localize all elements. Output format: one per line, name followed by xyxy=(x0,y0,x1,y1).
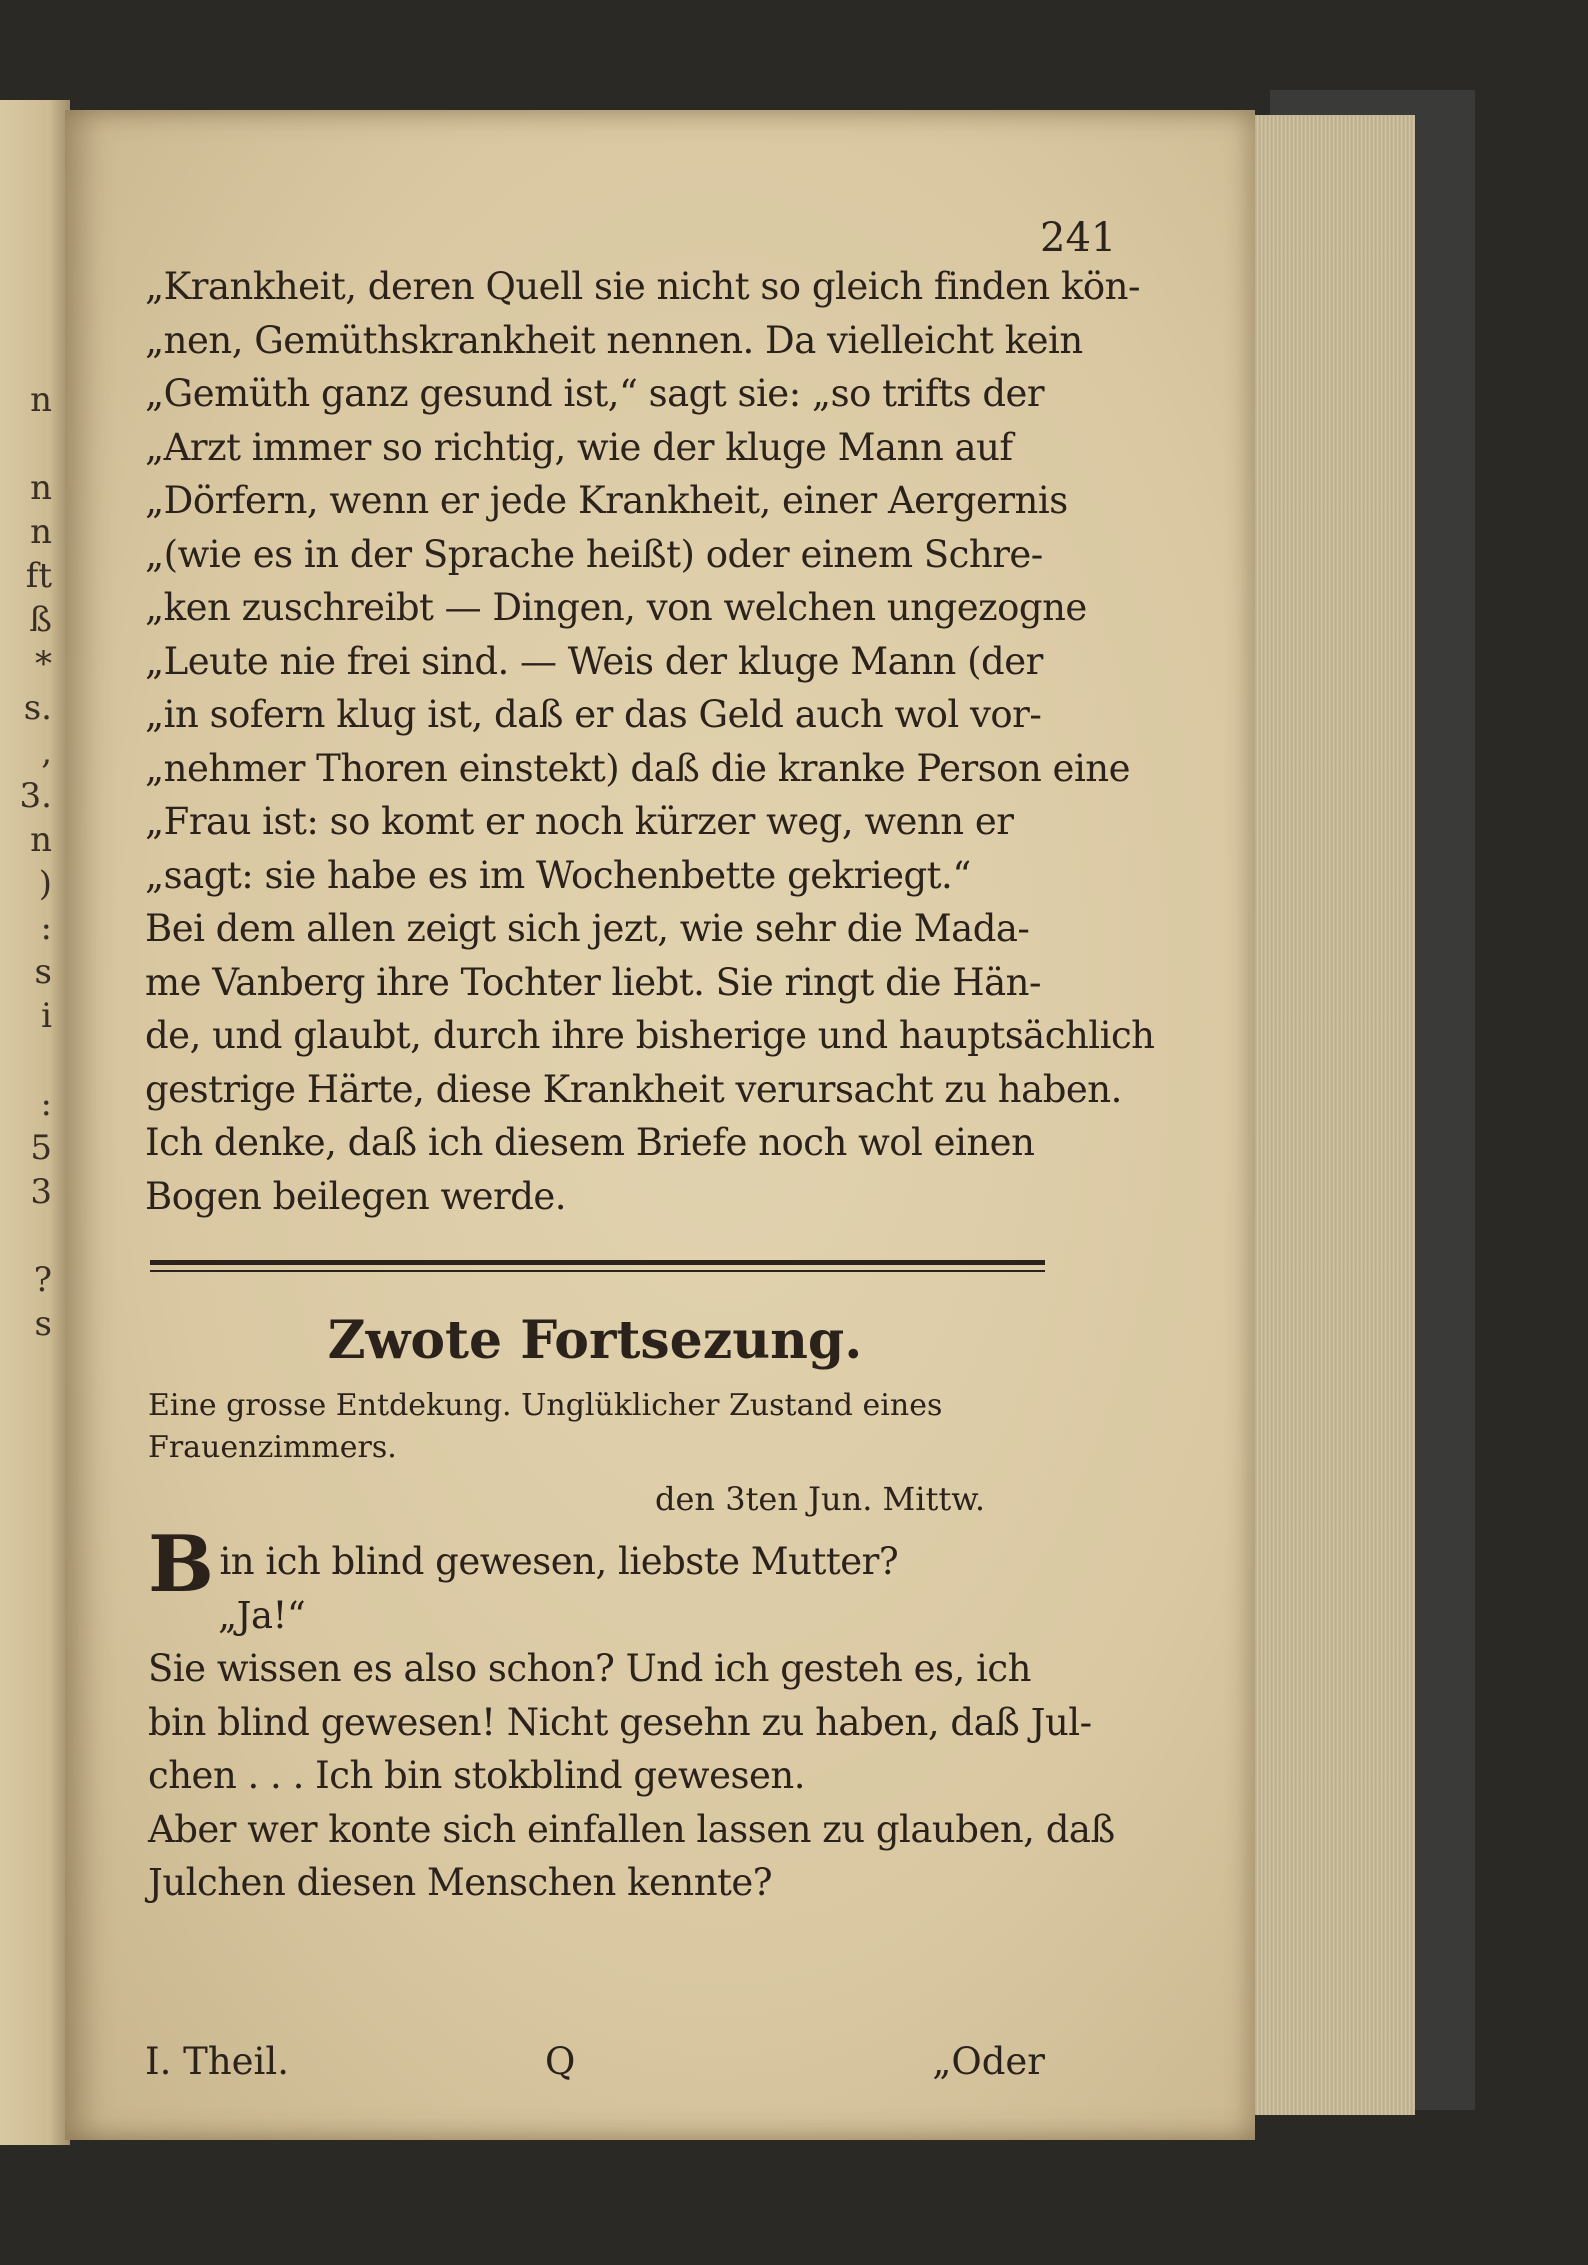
fragment xyxy=(0,1216,60,1260)
text-line: Julchen diesen Menschen kennte? xyxy=(148,1861,773,1904)
fragment: n xyxy=(30,468,52,508)
text-line: bin blind gewesen! Nicht gesehn zu haben, daß Jul- xyxy=(148,1700,1092,1744)
text-line: chen . . . Ich bin stokblind gewesen. xyxy=(148,1754,805,1797)
text-line: „ken zuschreibt — Dingen, von welchen ungezogne xyxy=(145,586,1087,629)
fragment: n xyxy=(30,512,52,552)
text-line: me Vanberg ihre Tochter liebt. Sie ringt die Hän- xyxy=(145,960,1042,1004)
divider-rule-thin xyxy=(150,1270,1045,1272)
text-line: „in sofern klug ist, daß er das Geld auch wol vor- xyxy=(145,693,1042,736)
divider-rule-thick xyxy=(150,1260,1045,1265)
summary-line: Eine grosse Entdekung. Unglüklicher Zustand eines xyxy=(148,1388,943,1423)
fragment: ) xyxy=(38,864,52,904)
text-line: Sie wissen es also schon? Und ich gesteh es, ich xyxy=(148,1647,1031,1690)
text-line: „Leute nie frei sind. — Weis der kluge Mann (der xyxy=(145,639,1043,683)
text-line: Bei dem allen zeigt sich jezt, wie sehr die Mada- xyxy=(145,907,1030,950)
fragment: s xyxy=(34,952,52,992)
fragment: ? xyxy=(33,1260,52,1300)
fragment: s. xyxy=(23,688,52,728)
text-line: „nen, Gemüthskrankheit nennen. Da vielleicht kein xyxy=(145,318,1083,362)
facing-page-fragments xyxy=(0,380,60,1348)
book-page xyxy=(65,110,1255,2140)
text-line: „sagt: sie habe es im Wochenbette gekriegt.“ xyxy=(145,853,971,897)
text-line: Bogen beilegen werde. xyxy=(145,1174,567,1218)
text-line: „Dörfern, wenn er jede Krankheit, einer Aergernis xyxy=(145,479,1068,522)
fragment xyxy=(0,1040,60,1084)
fragment: n xyxy=(30,380,52,420)
fragment xyxy=(0,424,60,468)
fragment: s xyxy=(34,1304,52,1344)
text-line: de, und glaubt, durch ihre bisherige und hauptsächlich xyxy=(145,1014,1155,1057)
fragment: ft xyxy=(25,556,52,596)
fragment: : xyxy=(40,1084,52,1124)
letter-first-line xyxy=(148,1519,1128,1610)
section-heading: Zwote Fortsezung. xyxy=(327,1310,863,1371)
dropcap: B xyxy=(148,1519,214,1610)
fragment: , xyxy=(41,732,52,772)
text-line: gestrige Härte, diese Krankheit verursacht zu haben. xyxy=(145,1067,1122,1111)
fragment: 3. xyxy=(19,776,52,816)
catchword: „Oder xyxy=(932,2040,1045,2083)
body-text xyxy=(145,260,1155,1223)
letter-dateline: den 3ten Jun. Mittw. xyxy=(655,1480,986,1518)
fragment: * xyxy=(35,644,52,684)
fragment: ß xyxy=(29,600,52,640)
text-line: Ich denke, daß ich diesem Briefe noch wol einen xyxy=(145,1121,1035,1164)
text-line: „Krankheit, deren Quell sie nicht so gleich finden kön- xyxy=(145,265,1140,308)
section-summary xyxy=(148,1385,1108,1469)
text-line: „nehmer Thoren einstekt) daß die kranke Person eine xyxy=(145,746,1131,790)
text-line: „Gemüth ganz gesund ist,“ sagt sie: „so trifts der xyxy=(145,372,1045,415)
summary-line: Frauenzimmers. xyxy=(148,1430,397,1465)
volume-label: I. Theil. xyxy=(145,2040,289,2083)
text-line: „(wie es in der Sprache heißt) oder einem Schre- xyxy=(145,532,1043,576)
page-number: 241 xyxy=(1040,215,1117,261)
text-line: Aber wer konte sich einfallen lassen zu glauben, daß xyxy=(148,1807,1115,1851)
fragment: 5 xyxy=(30,1128,52,1168)
text-line: „Frau ist: so komt er noch kürzer weg, wenn er xyxy=(145,800,1014,843)
text-line: „Arzt immer so richtig, wie der kluge Mann auf xyxy=(145,425,1013,469)
letter-text xyxy=(148,1519,1128,1910)
page-footer xyxy=(145,2040,1045,2090)
text-line: in ich blind gewesen, liebste Mutter? xyxy=(219,1540,899,1583)
text-line: „Ja!“ xyxy=(218,1593,306,1637)
facing-page-edge xyxy=(0,100,70,2145)
page-stack-edge xyxy=(1250,115,1415,2115)
section-divider xyxy=(150,1260,1045,1272)
fragment: n xyxy=(30,820,52,860)
signature-mark: Q xyxy=(545,2040,576,2083)
fragment: 3 xyxy=(30,1172,52,1212)
fragment: : xyxy=(40,908,52,948)
fragment: i xyxy=(41,996,52,1036)
